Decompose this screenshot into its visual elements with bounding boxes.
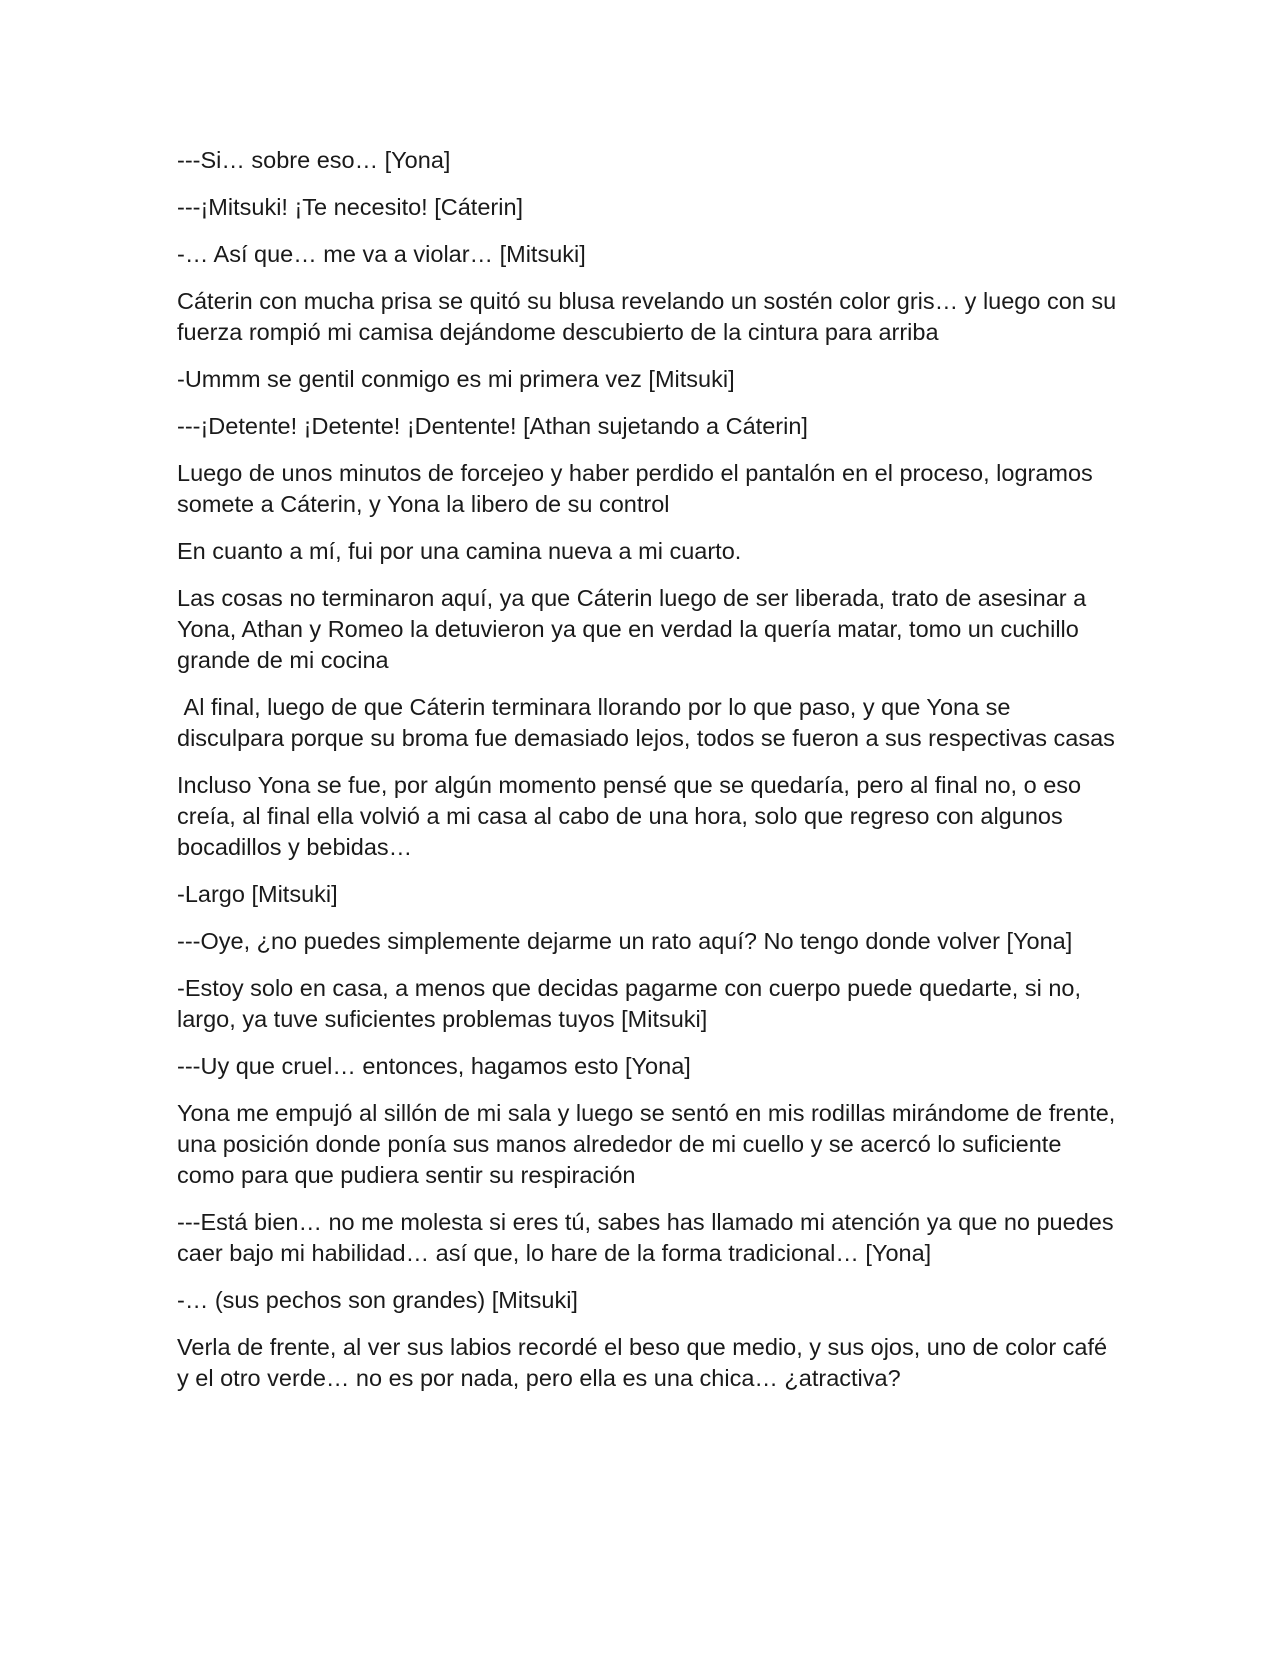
narration-paragraph: Al final, luego de que Cáterin terminara llorando por lo que paso, y que Yona se disculpara porque su broma fue demasiado lejos, todos se fueron a sus respectivas casas bbox=[177, 694, 1115, 751]
dialogue-line: -… (sus pechos son grandes) [Mitsuki] bbox=[177, 1287, 578, 1313]
dialogue-line: ---Está bien… no me molesta si eres tú, sabes has llamado mi atención ya que no puedes caer bajo mi habilidad… así que, lo hare de la forma tradicional… [Yona] bbox=[177, 1209, 1121, 1266]
narration-paragraph: Verla de frente, al ver sus labios recordé el beso que medio, y sus ojos, uno de color café y el otro verde… no es por nada, pero ella es una chica… ¿atractiva? bbox=[177, 1334, 1114, 1391]
narration-paragraph: Incluso Yona se fue, por algún momento pensé que se quedaría, pero al final no, o eso creía, al final ella volvió a mi casa al cabo de una hora, solo que regreso con algunos bocadillos y bebidas… bbox=[177, 772, 1088, 860]
narration-paragraph: Cáterin con mucha prisa se quitó su blusa revelando un sostén color gris… y luego con su fuerza rompió mi camisa dejándome descubierto de la cintura para arriba bbox=[177, 288, 1123, 345]
narration-paragraph: Las cosas no terminaron aquí, ya que Cáterin luego de ser liberada, trato de asesinar a Yona, Athan y Romeo la detuvieron ya que en verdad la quería matar, tomo un cuchillo grande de mi cocina bbox=[177, 585, 1093, 673]
dialogue-line: -Estoy solo en casa, a menos que decidas pagarme con cuerpo puede quedarte, si no, largo, ya tuve suficientes problemas tuyos [Mitsuki] bbox=[177, 975, 1088, 1032]
dialogue-line: ---¡Mitsuki! ¡Te necesito! [Cáterin] bbox=[177, 194, 524, 220]
dialogue-line: ---Uy que cruel… entonces, hagamos esto [Yona] bbox=[177, 1053, 691, 1079]
dialogue-line: -Ummm se gentil conmigo es mi primera vez [Mitsuki] bbox=[177, 366, 735, 392]
dialogue-line: -… Así que… me va a violar… [Mitsuki] bbox=[177, 241, 586, 267]
narration-paragraph: Yona me empujó al sillón de mi sala y luego se sentó en mis rodillas mirándome de frente, una posición donde ponía sus manos alrededor de mi cuello y se acercó lo suficiente como para que pudiera sentir su respiración bbox=[177, 1100, 1122, 1188]
dialogue-line: ---Si… sobre eso… [Yona] bbox=[177, 147, 451, 173]
dialogue-line: ---Oye, ¿no puedes simplemente dejarme un rato aquí? No tengo donde volver [Yona] bbox=[177, 928, 1073, 954]
dialogue-line: ---¡Detente! ¡Detente! ¡Dentente! [Athan sujetando a Cáterin] bbox=[177, 413, 808, 439]
narration-paragraph: En cuanto a mí, fui por una camina nueva a mi cuarto. bbox=[177, 538, 742, 564]
dialogue-line: -Largo [Mitsuki] bbox=[177, 881, 338, 907]
narration-paragraph: Luego de unos minutos de forcejeo y haber perdido el pantalón en el proceso, logramos somete a Cáterin, y Yona la libero de su control bbox=[177, 460, 1100, 517]
document-body bbox=[177, 145, 1123, 1410]
